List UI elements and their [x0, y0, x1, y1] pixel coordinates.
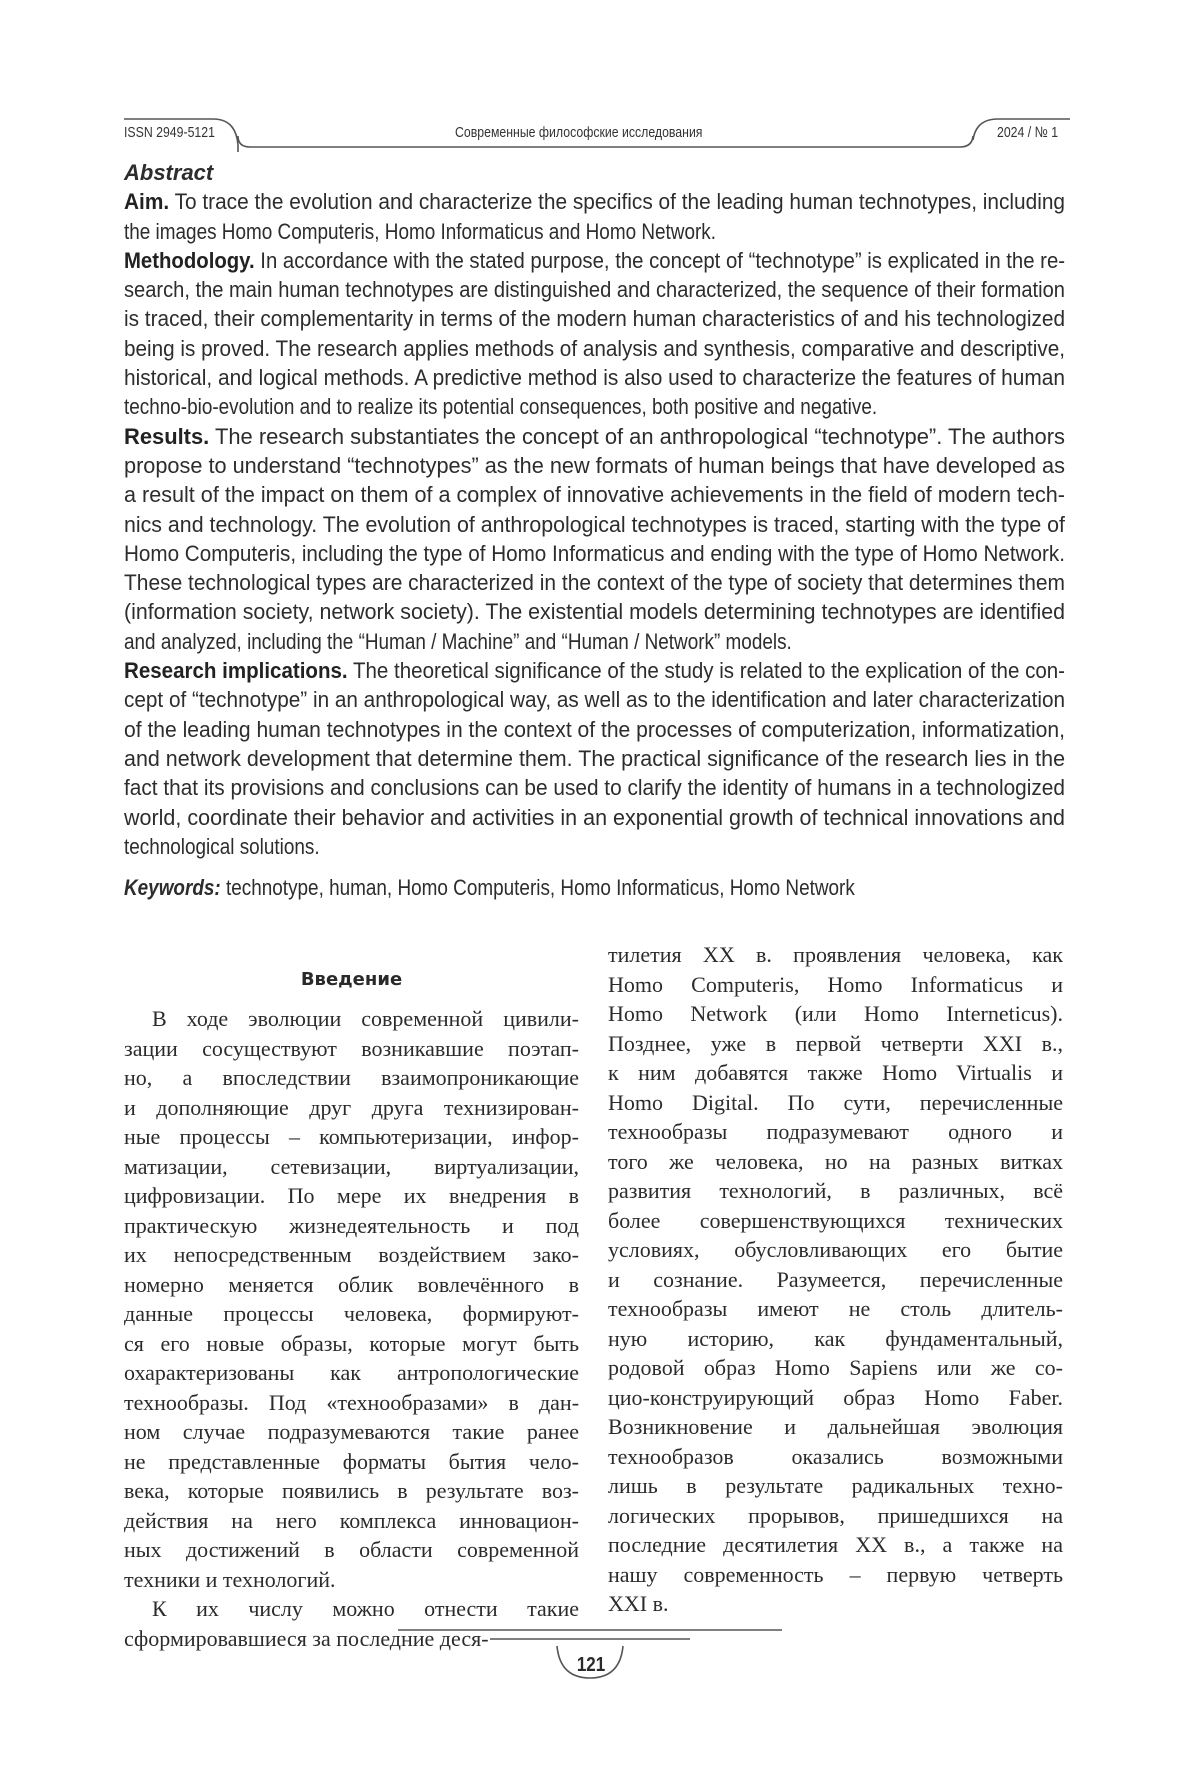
- body-line: [124, 1270, 579, 1300]
- abstract-text: In accordance with the stated purpose, the concept of “technotype” is explicated in the re-: [260, 247, 1066, 273]
- abstract-text: (information society, network society). The existential models determining technotypes are identified: [124, 599, 1065, 625]
- body-line: [124, 1417, 579, 1447]
- abstract-text: The theoretical significance of the study is related to the explication of the con-: [352, 658, 1066, 684]
- body-line-text: логических прорывов, пришедшихся на: [608, 1502, 1063, 1528]
- body-line: [124, 1299, 579, 1329]
- body-line: [608, 1530, 1063, 1560]
- abstract-text: Homo Computeris, including the type of Homo Informaticus and ending with the type of Homo Network.: [124, 540, 1065, 566]
- body-line-text: ную историю, как фундаментальный,: [608, 1325, 1064, 1351]
- abstract-line-text: [124, 392, 877, 421]
- abstract-line-text: [124, 363, 1065, 392]
- abstract-text: and network development that determine them. The practical significance of the research lies in the: [124, 745, 1066, 771]
- body-line: [608, 1147, 1063, 1177]
- abstract-section-label: Aim.: [124, 189, 170, 215]
- abstract-line-text: [124, 832, 320, 861]
- abstract-text: the images Homo Computeris, Homo Informaticus and Homo Network.: [124, 218, 717, 244]
- body-line-text: В ходе эволюции современной цивили-: [152, 1006, 579, 1031]
- body-line: [608, 1265, 1063, 1295]
- body-line: [124, 1476, 579, 1506]
- body-line: [124, 1506, 579, 1536]
- body-line: [124, 1211, 579, 1241]
- abstract-line-text: [124, 217, 716, 246]
- body-line-text: цифровизации. По мере их внедрения в: [124, 1183, 579, 1208]
- abstract-text: cept of “technotype” in an anthropological way, as well as to the identification and later characterization: [124, 687, 1066, 713]
- body-line-text: более совершенствующихся технических: [608, 1207, 1063, 1233]
- keywords: [124, 873, 1065, 902]
- body-line: [124, 1329, 579, 1359]
- abstract-line: [124, 744, 1065, 773]
- body-line: [608, 1176, 1063, 1206]
- body-line-text: охарактеризованы как антропологические: [124, 1360, 579, 1385]
- body-line: [124, 1240, 579, 1270]
- abstract-line-text: [124, 568, 1065, 597]
- body-line: [608, 1058, 1063, 1088]
- abstract-line: [124, 627, 1065, 656]
- body-line-text: ном случае подразумеваются такие ранее: [124, 1419, 579, 1444]
- body-line-text: Возникновение и дальнейшая эволюция: [608, 1414, 1063, 1439]
- abstract-section-label: Methodology.: [124, 247, 255, 273]
- left-column-text: [124, 1004, 579, 1653]
- body-line-text: лишь в результате радикальных техно-: [608, 1473, 1063, 1498]
- body-line-text: технообразы имеют не столь длитель-: [608, 1296, 1064, 1321]
- abstract-text: techno-bio-evolution and to realize its potential consequences, both positive and negative.: [124, 394, 878, 420]
- body-line: [608, 1029, 1063, 1059]
- body-line: [608, 940, 1063, 970]
- abstract-title: Abstract: [124, 160, 214, 185]
- body-line: [124, 1004, 579, 1034]
- abstract-line: [124, 392, 1065, 421]
- abstract-line: [124, 275, 1065, 304]
- body-line-text: века, которые появились в результате воз-: [124, 1478, 579, 1503]
- body-line-text: К их числу можно отнести такие: [152, 1596, 580, 1621]
- body-line: [124, 1034, 579, 1064]
- body-line-text: техники и технологий.: [124, 1566, 336, 1592]
- body-line-text: последние десятилетия XX в., а также на: [608, 1532, 1063, 1557]
- body-line-text: нашу современность – первую четверть: [608, 1561, 1063, 1587]
- abstract-text: search, the main human technotypes are distinguished and characterized, the sequence of their formation: [124, 277, 1065, 303]
- body-line-text: данные процессы человека, формируют-: [124, 1301, 579, 1326]
- body-line: [608, 1412, 1063, 1442]
- abstract-line: [124, 568, 1065, 597]
- abstract-line-text: [124, 715, 1065, 744]
- abstract: [124, 158, 1065, 902]
- body-line: [124, 1152, 579, 1182]
- body-line: [124, 1358, 579, 1388]
- abstract-line-text: [124, 451, 1065, 480]
- body-line-text: Homo Digital. По сути, перечисленные: [608, 1089, 1064, 1115]
- abstract-line: [124, 715, 1065, 744]
- body-line: [608, 1471, 1063, 1501]
- body-line-text: ные процессы – компьютеризации, инфор-: [124, 1124, 579, 1149]
- abstract-line-text: [124, 510, 1065, 539]
- body-line-text: практическую жизнедеятельность и под: [124, 1212, 579, 1238]
- body-line-text: номерно меняется облик вовлечённого в: [124, 1271, 579, 1297]
- abstract-line: [124, 217, 1065, 246]
- body-line: [124, 1594, 579, 1624]
- abstract-line: [124, 363, 1065, 392]
- abstract-text: is traced, their complementarity in terms of the modern human characteristics of and his technologized: [124, 306, 1066, 332]
- abstract-line: [124, 480, 1065, 509]
- body-line: [608, 1501, 1063, 1531]
- abstract-line-text: [124, 744, 1065, 773]
- abstract-line-text: [124, 773, 1065, 802]
- body-line: [608, 1589, 1063, 1619]
- body-line-text: их непосредственным воздействием зако-: [124, 1242, 579, 1267]
- abstract-line-text: [124, 597, 1065, 626]
- body-line-text: ных достижений в области современной: [124, 1537, 580, 1562]
- abstract-line: [124, 334, 1065, 363]
- abstract-line: [124, 187, 1065, 216]
- body-line-text: матизации, сетевизации, виртуализации,: [124, 1153, 579, 1179]
- body-line: [608, 1206, 1063, 1236]
- abstract-line: [124, 832, 1065, 861]
- abstract-line-text: [124, 334, 1065, 363]
- abstract-line: [124, 422, 1065, 451]
- abstract-text: technological solutions.: [124, 833, 320, 859]
- body-line: [124, 1624, 579, 1654]
- body-line: [124, 1535, 579, 1565]
- body-line-text: XXI в.: [608, 1591, 669, 1616]
- section-title: Введение: [300, 969, 403, 990]
- body-line: [608, 999, 1063, 1029]
- body-line-text: цио-конструирующий образ Homo Faber.: [608, 1384, 1063, 1410]
- body-line-text: того же человека, но на разных витках: [608, 1148, 1064, 1174]
- abstract-line-text: [124, 803, 1065, 832]
- issue-number: 2024 / № 1: [997, 124, 1059, 141]
- abstract-text: fact that its provisions and conclusions can be used to clarify the identity of humans in a technologized: [124, 775, 1065, 801]
- body-line: [124, 1122, 579, 1152]
- abstract-line: [124, 539, 1065, 568]
- abstract-text: To trace the evolution and characterize the specifics of the leading human technotypes, including: [174, 189, 1066, 215]
- body-line-text: к ним добавятся также Homo Virtualis и: [608, 1060, 1063, 1085]
- body-line: [124, 1388, 579, 1418]
- abstract-line: [124, 510, 1065, 539]
- abstract-text: The research substantiates the concept of an anthropological “technotype”. The authors: [214, 423, 1065, 449]
- body-line: [608, 1294, 1063, 1324]
- body-line-text: Позднее, уже в первой четверти XXI в.,: [608, 1030, 1063, 1056]
- body-line-text: сформировавшиеся за последние деся-: [124, 1625, 489, 1651]
- abstract-line: [124, 656, 1065, 685]
- body-line: [608, 1235, 1063, 1265]
- body-line: [608, 1383, 1063, 1413]
- abstract-text: being is proved. The research applies methods of analysis and synthesis, comparative and descriptive,: [124, 335, 1066, 361]
- body-line: [124, 1063, 579, 1093]
- body-line-text: не представленные форматы бытия чело-: [124, 1448, 579, 1474]
- keywords-value: technotype, human, Homo Computeris, Homo Informaticus, Homo Network: [226, 875, 855, 901]
- body-line-text: ся его новые образы, которые могут быть: [124, 1330, 579, 1356]
- body-line-text: зации сосуществуют возникавшие поэтап-: [124, 1035, 579, 1061]
- abstract-text: These technological types are characterized in the context of the type of society that determines them: [124, 570, 1065, 596]
- abstract-line: [124, 803, 1065, 832]
- body-line-text: Homo Computeris, Homo Informaticus и: [608, 971, 1063, 997]
- body-line: [608, 970, 1063, 1000]
- abstract-line-text: [124, 246, 1065, 275]
- abstract-line: [124, 685, 1065, 714]
- body-line: [608, 1353, 1063, 1383]
- abstract-line-text: [124, 539, 1065, 568]
- body-line: [124, 1181, 579, 1211]
- abstract-line: [124, 773, 1065, 802]
- abstract-line-text: [124, 627, 792, 656]
- keywords-label: Keywords:: [124, 875, 221, 901]
- body-line: [608, 1117, 1063, 1147]
- abstract-text: a result of the impact on them of a complex of innovative achievements in the field of modern tech-: [124, 482, 1065, 508]
- abstract-text: propose to understand “technotypes” as the new formats of human beings that have developed as: [124, 452, 1065, 478]
- body-line: [124, 1447, 579, 1477]
- abstract-text: nics and technology. The evolution of anthropological technotypes is traced, starting with the type of: [124, 511, 1065, 537]
- keywords-line: [124, 873, 855, 902]
- body-line-text: Homo Network (или Homo Interneticus).: [608, 1001, 1063, 1026]
- abstract-line-text: [124, 187, 1065, 216]
- body-line: [124, 1565, 579, 1595]
- body-line-text: и дополняющие друг друга технизирован-: [124, 1094, 579, 1120]
- body-line-text: развития технологий, в различных, всё: [608, 1178, 1064, 1203]
- abstract-line-text: [124, 480, 1065, 509]
- body-line: [608, 1442, 1063, 1472]
- body-line-text: тилетия XX в. проявления человека, как: [608, 942, 1063, 967]
- abstract-line-text: [124, 422, 1065, 451]
- body-line-text: действия на него комплекса инновацион-: [124, 1507, 579, 1533]
- abstract-line: [124, 246, 1065, 275]
- body-line: [124, 1093, 579, 1123]
- body-line: [608, 1324, 1063, 1354]
- abstract-text: and analyzed, including the “Human / Machine” and “Human / Network” models.: [124, 628, 792, 654]
- abstract-sections: [124, 187, 1065, 861]
- abstract-section-label: Results.: [124, 423, 210, 449]
- body-line-text: родовой образ Homo Sapiens или же со-: [608, 1355, 1063, 1380]
- abstract-text: of the leading human technotypes in the context of the processes of computerization, informatization,: [124, 716, 1065, 742]
- body-line: [608, 1560, 1063, 1590]
- abstract-line-text: [124, 275, 1065, 304]
- abstract-line: [124, 451, 1065, 480]
- body-line-text: и сознание. Разумеется, перечисленные: [608, 1266, 1063, 1292]
- page-number: 121: [576, 1654, 606, 1676]
- body-line-text: но, а впоследствии взаимопроникающие: [124, 1065, 579, 1090]
- abstract-line: [124, 304, 1065, 333]
- abstract-section-label: Research implications.: [124, 658, 348, 684]
- abstract-line: [124, 597, 1065, 626]
- abstract-line-text: [124, 685, 1065, 714]
- body-left-column: [124, 968, 579, 1653]
- journal-title: Современные философские исследования: [455, 124, 703, 141]
- abstract-text: world, coordinate their behavior and activities in an exponential growth of technical innovations and: [124, 804, 1066, 830]
- abstract-line-text: [124, 656, 1065, 685]
- body-line-text: условиях, обусловливающих его бытие: [608, 1237, 1063, 1262]
- body-line-text: технообразов оказались возможными: [608, 1443, 1063, 1469]
- body-line-text: технообразы. Под «технообразами» в дан-: [124, 1389, 580, 1415]
- body-line-text: технообразы подразумевают одного и: [608, 1119, 1063, 1144]
- body-line: [608, 1088, 1063, 1118]
- abstract-text: historical, and logical methods. A predictive method is also used to characterize the features of human: [124, 365, 1066, 391]
- abstract-line-text: [124, 304, 1065, 333]
- issn: ISSN 2949-5121: [124, 124, 215, 141]
- right-column-text: [608, 940, 1063, 1619]
- body-right-column: [608, 940, 1063, 1619]
